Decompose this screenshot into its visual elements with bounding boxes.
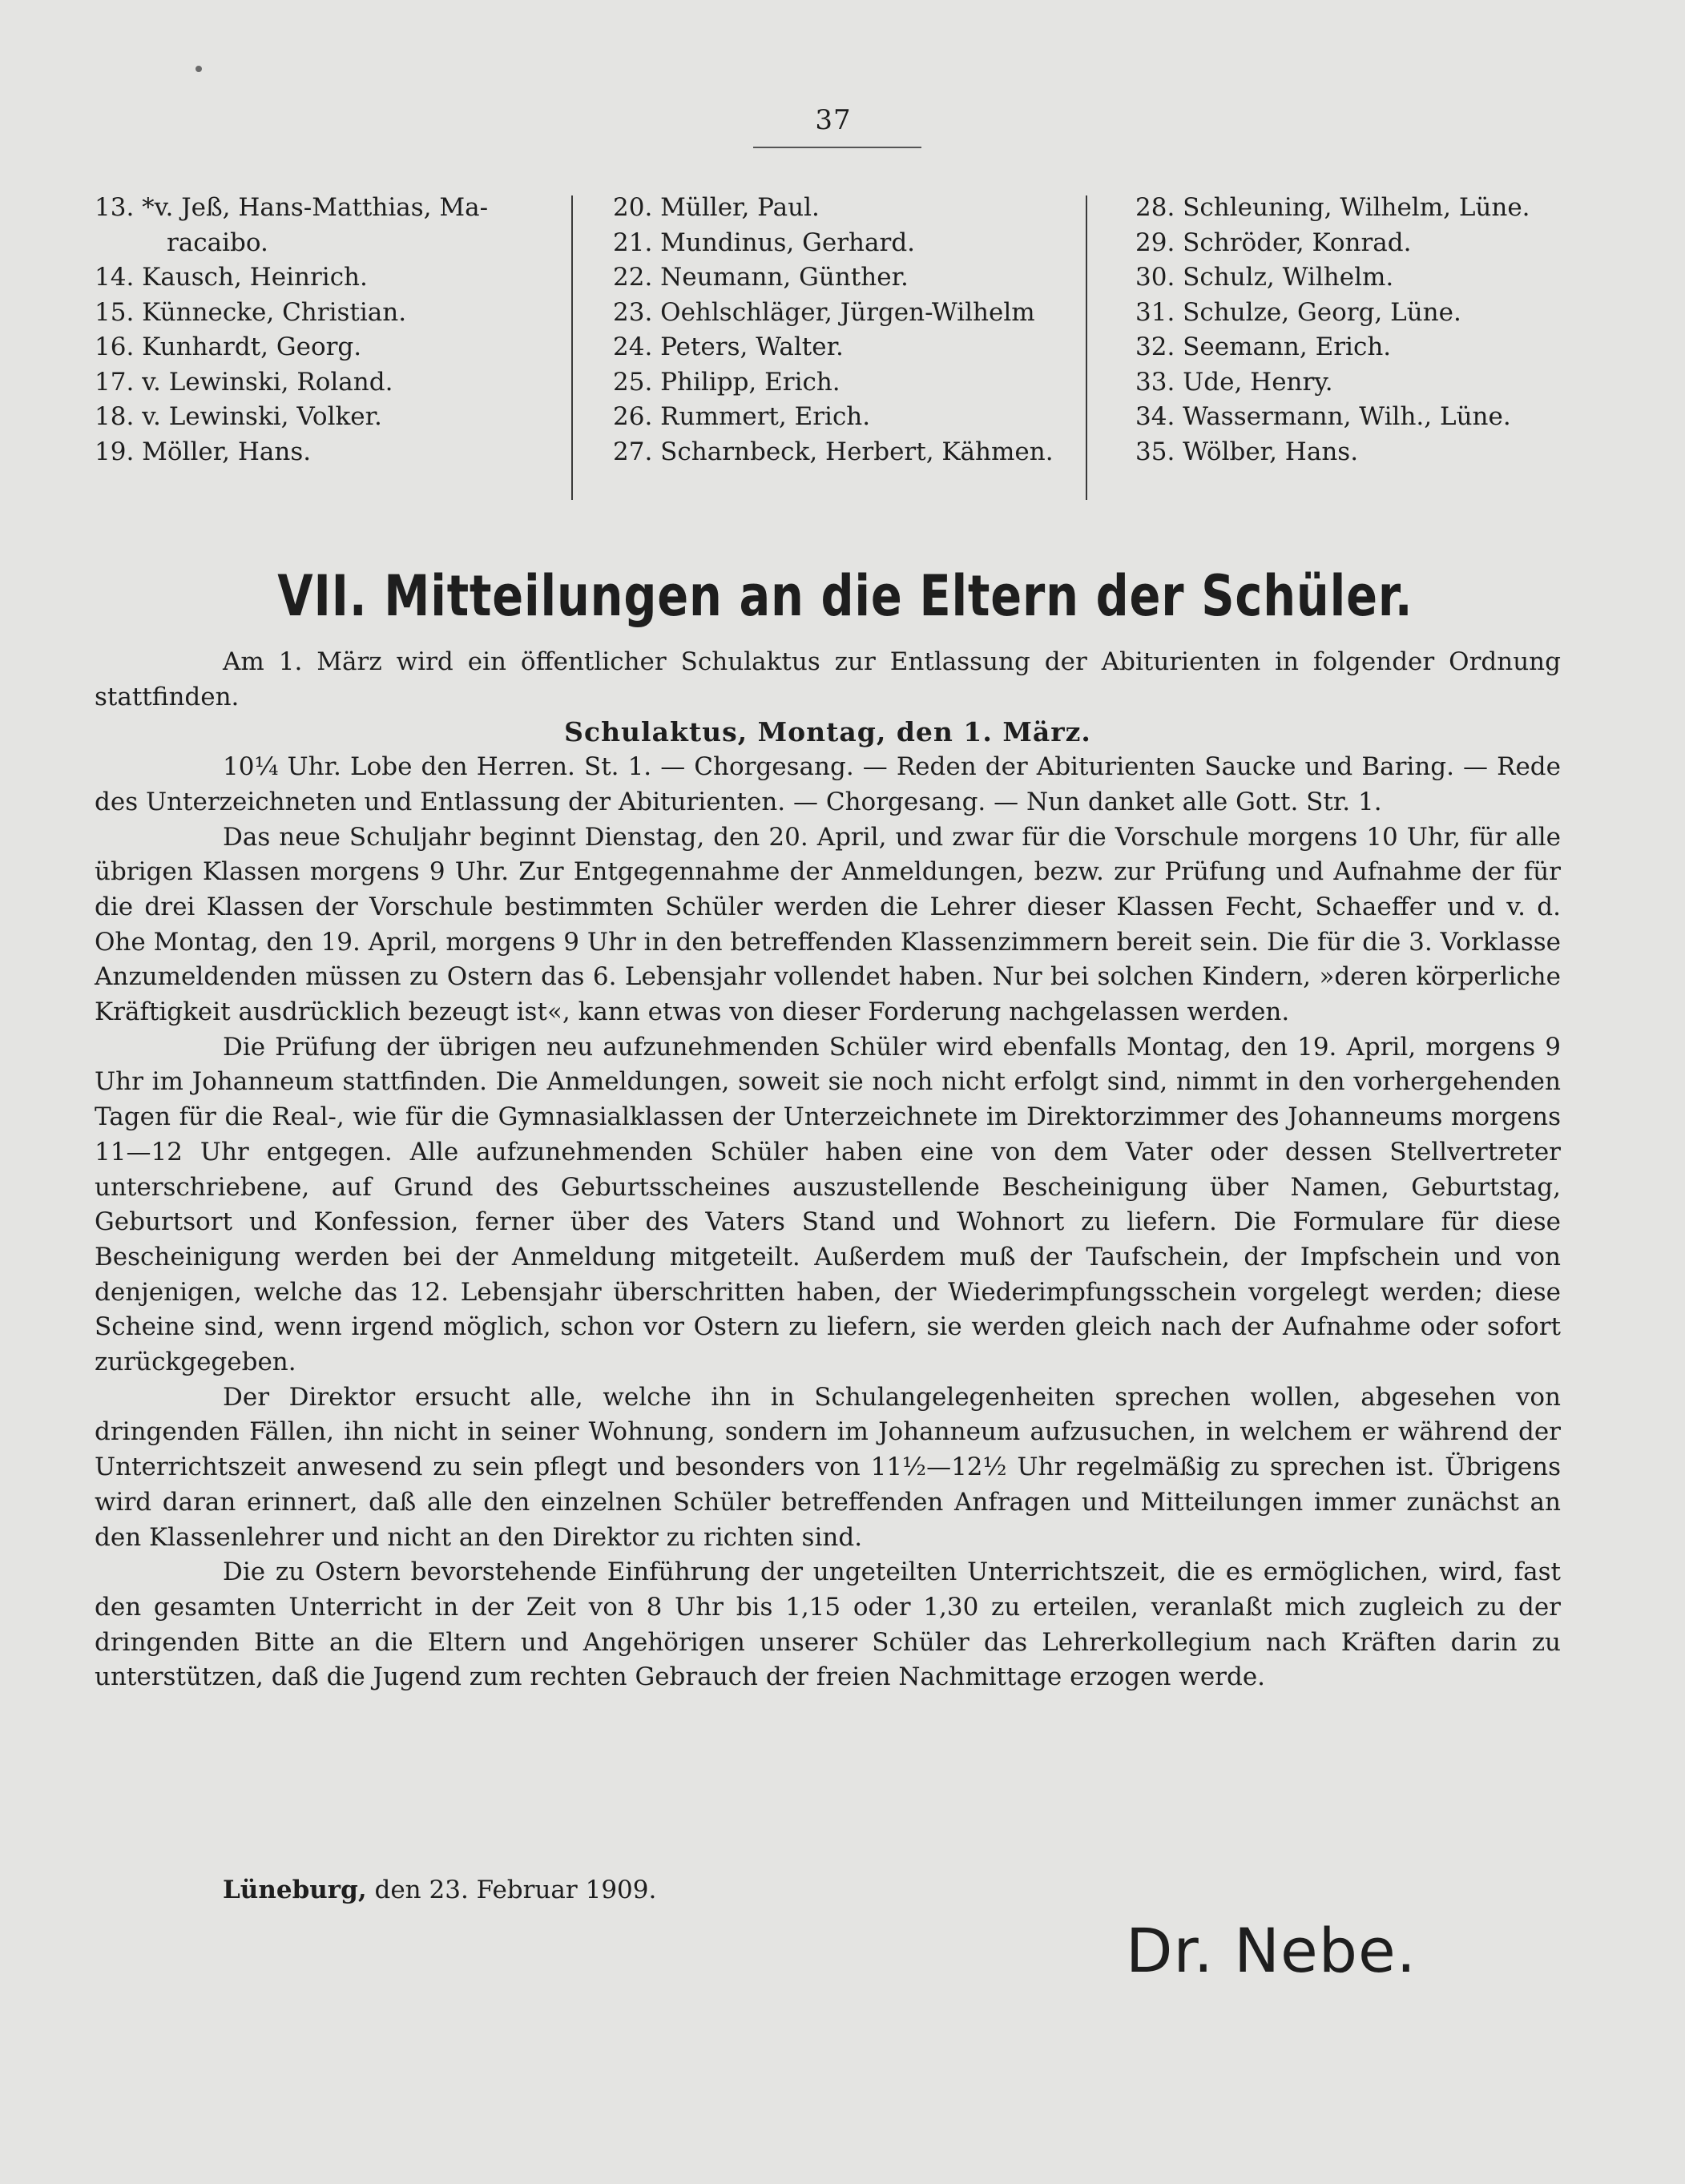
roster-entry-continuation: racaibo. — [167, 228, 268, 257]
date-text: den 23. Februar 1909. — [374, 1876, 657, 1904]
roster-entry: 21. Mundinus, Gerhard. — [613, 228, 916, 257]
roster-entry: 15. Künnecke, Christian. — [95, 297, 407, 327]
roster-column-3 — [1135, 191, 1632, 469]
roster-entry: 16. Kunhardt, Georg. — [95, 332, 362, 361]
event-subheading: Schulaktus, Montag, den 1. März. — [564, 716, 1091, 748]
roster-entry: 34. Wassermann, Wilh., Lüne. — [1135, 402, 1511, 431]
page-number: 37 — [815, 104, 852, 136]
roster-entry: 31. Schulze, Georg, Lüne. — [1135, 297, 1461, 327]
roster-entry: 32. Seemann, Erich. — [1135, 332, 1392, 361]
roster-entry: 17. v. Lewinski, Roland. — [95, 367, 393, 397]
page-number-rule — [753, 147, 921, 148]
paragraph-program: 10¼ Uhr. Lobe den Herren. St. 1. — Chorgesang. — Reden der Abiturienten Saucke und Baring. — Rede des Unterzeichneten und Entlassung der Abiturienten. — Chorgesang. — Nun danket alle Gott. Str. 1. — [95, 752, 1561, 816]
date-line — [223, 1872, 656, 1908]
roster-entry: 18. v. Lewinski, Volker. — [95, 402, 382, 431]
roster-entry: 29. Schröder, Konrad. — [1135, 228, 1412, 257]
print-speck — [196, 66, 202, 72]
paragraph-admission-exam: Die Prüfung der übrigen neu aufzunehmenden Schüler wird ebenfalls Montag, den 19. April, morgens 9 Uhr im Johanneum stattfinden. Die Anmeldungen, soweit sie noch nicht erfolgt sind, nimmt in den vorhergehenden Tagen für die Real-, wie für die Gymnasialklassen der Unterzeichnete im Direktorzimmer des Johanneums morgens 11—12 Uhr entgegen. Alle aufzunehmenden Schüler haben eine von dem Vater oder dessen Stellvertreter unterschriebene, auf Grund des Geburtsscheines auszustellende Bescheinigung über Namen, Geburtstag, Geburtsort und Konfession, ferner über des Vaters Stand und Wohnort zu liefern. Die Formulare für diese Bescheinigung werden bei der Anmeldung mitgeteilt. Außerdem muß der Taufschein, der Impfschein und von denjenigen, welche das 12. Lebensjahr überschritten haben, der Wiederimpfungsschein vorgelegt werden; diese Scheine sind, wenn irgend möglich, schon vor Ostern zu liefern, sie werden gleich nach der Aufnahme oder sofort zurückgegeben. — [95, 1032, 1561, 1377]
signature: Dr. Nebe. — [1126, 1915, 1417, 1986]
roster-entry: 20. Müller, Paul. — [613, 193, 820, 222]
roster-entry: 30. Schulz, Wilhelm. — [1135, 263, 1394, 292]
roster-column-2 — [613, 191, 1086, 469]
paragraph-school-year: Das neue Schuljahr beginnt Dienstag, den 20. April, und zwar für die Vorschule morgens 10 Uhr, für alle übrigen Klassen morgens 9 Uhr. Zur Entgegennahme der Anmeldungen, bezw. zur Prüfung und Aufnahme der für die drei Klassen der Vorschule bestimmten Schüler werden die Lehrer dieser Klassen Fecht, Schaeffer und v. d. Ohe Montag, den 19. April, morgens 9 Uhr in den betreffenden Klassenzimmern bereit sein. Die für die 3. Vorklasse Anzumeldenden müssen zu Ostern das 6. Lebensjahr vollendet haben. Nur bei solchen Kindern, »deren körperliche Kräftigkeit ausdrücklich bezeugt ist«, kann etwas von dieser Forderung nachgelassen werden. — [95, 822, 1561, 1027]
roster-entry: 14. Kausch, Heinrich. — [95, 263, 368, 292]
roster-entry: 13. *v. Jeß, Hans-Matthias, Ma- — [95, 193, 489, 222]
roster-column-1 — [95, 191, 563, 469]
roster-entry: 19. Möller, Hans. — [95, 437, 312, 466]
paragraph-director-hours: Der Direktor ersucht alle, welche ihn in Schulangelegenheiten sprechen wollen, abgesehen von dringenden Fällen, ihn nicht in seiner Wohnung, sondern im Johanneum aufzusuchen, in welchem er während der Unterrichtszeit anwesend zu sein pflegt und besonders von 11½—12½ Uhr regelmäßig zu sprechen ist. Übrigens wird daran erinnert, daß alle den einzelnen Schüler betreffenden Anfragen und Mitteilungen immer zunächst an den Klassenlehrer und nicht an den Direktor zu richten sind. — [95, 1382, 1561, 1552]
roster-entry: 27. Scharnbeck, Herbert, Kähmen. — [613, 437, 1054, 466]
roster-entry: 25. Philipp, Erich. — [613, 367, 840, 397]
section-heading: VII. Mitteilungen an die Eltern der Schüler. — [277, 563, 1413, 629]
roster-entry: 23. Oehlschläger, Jürgen-Wilhelm — [613, 297, 1035, 327]
roster-entry: 33. Ude, Henry. — [1135, 367, 1333, 397]
date-place: Lüneburg, — [223, 1876, 367, 1904]
roster-entry: 24. Peters, Walter. — [613, 332, 844, 361]
column-divider — [1086, 195, 1087, 500]
roster-entry: 22. Neumann, Günther. — [613, 263, 909, 292]
column-divider — [571, 195, 573, 500]
paragraph-teaching-time: Die zu Ostern bevorstehende Einführung der ungeteilten Unterrichtszeit, die es ermöglichen, wird, fast den gesamten Unterricht in der Zeit von 8 Uhr bis 1,15 oder 1,30 zu erteilen, veranlaßt mich zugleich zu der dringenden Bitte an die Eltern und Angehörigen unserer Schüler das Lehrerkollegium nach Kräften darin zu unterstützen, daß die Jugend zum rechten Gebrauch der freien Nachmittage erzogen werde. — [95, 1557, 1561, 1692]
roster-entry: 35. Wölber, Hans. — [1135, 437, 1359, 466]
roster-entry: 28. Schleuning, Wilhelm, Lüne. — [1135, 193, 1530, 222]
roster-entry: 26. Rummert, Erich. — [613, 402, 871, 431]
body-text — [95, 645, 1561, 1695]
paragraph-intro: Am 1. März wird ein öffentlicher Schulaktus zur Entlassung der Abiturienten in folgender Ordnung stattfinden. — [95, 647, 1561, 711]
